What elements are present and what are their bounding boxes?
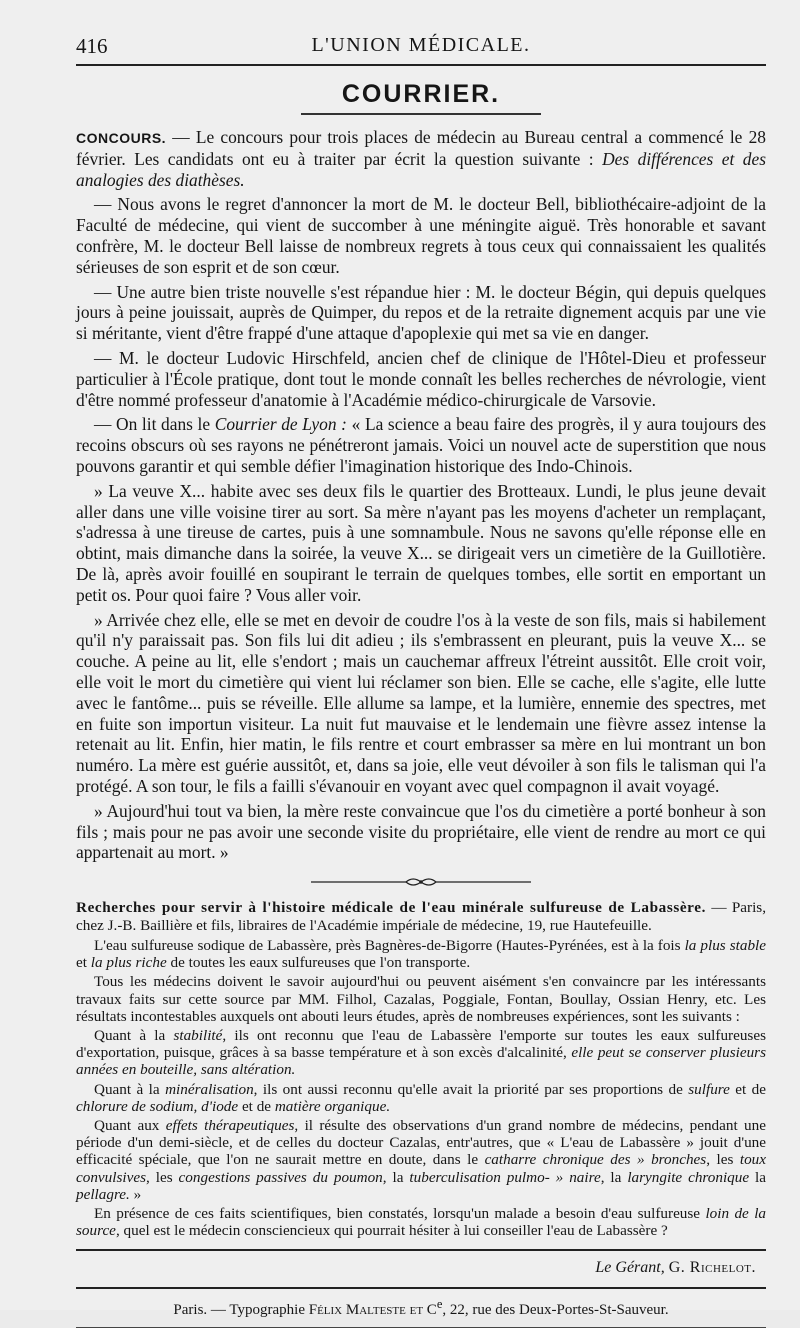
printer-name: Félix Malteste [308, 1302, 406, 1319]
notice-title: Recherches pour servir à l'histoire médicale de l'eau minérale sulfureuse de Labassère. [76, 899, 706, 917]
exam-question: Des différences et des analogies des diathèses. [76, 148, 766, 190]
concours-lead: CONCOURS. [76, 130, 167, 146]
section-title: COURRIER. [341, 80, 501, 108]
running-header [76, 24, 766, 66]
signature-role: Le Gérant, [595, 1259, 665, 1277]
footer-rule [76, 1287, 766, 1289]
source-newspaper: Courrier de Lyon : [214, 414, 347, 435]
printer-imprint: Paris. — Typographie Félix Malteste et Ce, 22, rue des Deux-Portes-St-Sauveur. [173, 1297, 669, 1319]
notice-paragraph: Quant à la minéralisation, ils ont aussi reconnu qu'elle avait la priorité par ses proportions de sulfure et de chlorure de sodium, d'iode et de matière organique. [76, 1080, 766, 1115]
signature-name: G. Richelot. [668, 1259, 756, 1277]
courrier-column [76, 127, 766, 863]
ornamental-separator [311, 875, 531, 889]
notice-paragraph: En présence de ces faits scientifiques, bien constatés, lorsqu'un malade a besoin d'eau sulfureuse loin de la source, quel est le médecin consciencieux qui pourrait hésiter à lui conseiller l'eau de Labassère ? [76, 1204, 767, 1240]
notice-paragraph: Tous les médecins doivent le savoir aujourd'hui ou peuvent aisément s'en convaincre par les intéressants travaux faits sur cette source par MM. Filhol, Cazalas, Poggiale, Fontan, Boullay, Ossian Henry, etc. Les résultats incontestables auxquels ont abouti leurs études, après de nombreuses expériences, sont les suivants : [76, 973, 766, 1025]
paragraph-concours: CONCOURS. — Le concours pour trois places de médecin au Bureau central a commencé le 28 février. Les candidats ont eu à traiter par écrit la question suivante : Des différences et des analogies des diathèses. [76, 127, 766, 190]
paragraph-story-3: » Aujourd'hui tout va bien, la mère reste convaincue que l'os du cimetière a porté bonheur à son fils ; mais pour ne pas avoir une seconde visite du propriétaire, elle vient de rendre au mort ce qui appartenait au mort. » [76, 800, 766, 863]
page-number: 416 [76, 34, 108, 58]
paragraph-courrier-de-lyon: — On lit dans le Courrier de Lyon : « La science a beau faire des progrès, il y aura toujours des recoins obscurs où ses rayons ne pénétreront jamais. Voici un nouvel acte de superstition que nous pouvons garantir et qui semble défier l'imagination historique des Indo-Chinois. [76, 414, 767, 476]
notice-publisher: — Paris, chez J.-B. Baillière et fils, libraires de l'Académie impériale de médecine, 19, rue Hautefeuille. [76, 899, 766, 934]
journal-title: L'UNION MÉDICALE. [311, 34, 531, 56]
paragraph-story-1: » La veuve X... habite avec ses deux fils le quartier des Brotteaux. Lundi, le plus jeune devait aller dans une ville voisine tirer au sort. Sa mère n'ayant pas les moyens d'acheter un remplaçant, s'adressa à une tireuse de cartes, puis à une somnambule. Nous ne savons qu'elle réponse elle en obtint, mais dimanche dans la soirée, la veuve X... se dirigeait vers un cimetière de la Guillotière. De là, après avoir fouillé en soupirant le terrain de quelques tombes, elle sortit en emportant un petit os. Pour quoi faire ? Vous aller voir. [76, 480, 766, 605]
title-underline [301, 113, 541, 115]
notice-paragraph: L'eau sulfureuse sodique de Labassère, près Bagnères-de-Bigorre (Hautes-Pyrénées, est à la fois la plus stable et la plus riche de toutes les eaux sulfureuses que l'on transporte. [76, 936, 766, 972]
footer-rule [76, 1249, 766, 1251]
paragraph-hirschfeld: — M. le docteur Ludovic Hirschfeld, ancien chef de clinique de l'Hôtel-Dieu et professeur particulier à l'École pratique, dont tout le monde connaît les belles recherches de névrologie, vient d'être nommé professeur d'anatomie à l'Académie médico-chirurgicale de Varsovie. [76, 347, 766, 410]
paragraph-story-2: » Arrivée chez elle, elle se met en devoir de coudre l'os à la veste de son fils, mais si habilement qu'il n'y paraissait pas. Son fils lui dit adieu ; ils s'embrassent en pleurant, puis la veuve X... se couche. A peine au lit, elle s'endort ; mais un cauchemar affreux l'étreint aussitôt. Elle croit voir, elle voit le mort du cimetière qui vient lui réclamer son bien. Elle se cache, elle s'agite, elle lutte avec le fantôme... puis se réveille. Elle allume sa lampe, et la lumière, ennemie des spectres, met en fuite son importun visiteur. La nuit fut mauvaise et le lendemain une fièvre assez intense la retenait au lit. Enfin, hier matin, le fils rentre et court embrasser sa mère en lui montrant un bon numéro. La mère est guérie aussitôt, et, dans sa joie, elle veut dévoiler à son fils le talisman qui l'a protégé. A son tour, le fils a failli s'évanouir en voyant avec quel compagnon il avait voyagé. [76, 609, 766, 796]
labassere-notice [76, 899, 766, 1239]
notice-heading [76, 899, 766, 934]
paragraph-begin-news: — Une autre bien triste nouvelle s'est répandue hier : M. le docteur Bégin, qui depuis quelques jours à peine jouissait, auprès de Quimper, du repos et de la retraite dignement acquis par une vie si méritante, vient d'être frappé d'une attaque d'apoplexie qui met sa vie en danger. [76, 281, 766, 344]
notice-paragraph: Quant aux effets thérapeutiques, il résulte des observations d'un grand nombre de médecins, pendant une période d'un demi-siècle, et de celles du docteur Cazalas, entr'autres, que « L'eau de Labassère » jouit d'une efficacité spéciale, que l'on ne saurait mettre en doute, dans le catharre chronique des » bronches, les toux convulsives, les congestions passives du poumon, la tuberculisation pulmo- » naire, la laryngite chronique la pellagre. » [76, 1116, 766, 1203]
signature [76, 1259, 766, 1277]
paragraph-bell-obituary: — Nous avons le regret d'annoncer la mort de M. le docteur Bell, bibliothécaire-adjoint de la Faculté de médecine, qui vient de succomber à une méningite aiguë. Très honorable et savant confrère, M. le docteur Bell laisse de nombreux regrets à tous ceux qui connaissaient les qualités sérieuses de son esprit et de son cœur. [76, 194, 766, 277]
notice-paragraph: Quant à la stabilité, ils ont reconnu que l'eau de Labassère l'emporte sur toutes les eaux sulfureuses d'exportation, puisque, grâces à sa basse température et à son excès d'alcalinité, elle peut se conserver plusieurs années en bouteille, sans altération. [76, 1026, 766, 1079]
